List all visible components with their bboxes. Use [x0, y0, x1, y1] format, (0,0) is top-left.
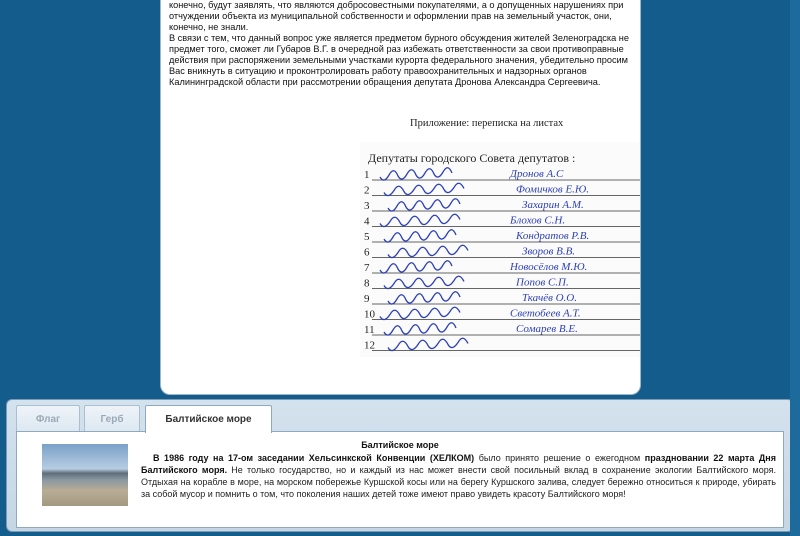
handwritten-signature	[380, 214, 460, 226]
handwritten-signature	[380, 168, 452, 180]
panel-text-part-2: Не только государство, но и каждый из нас может внести свой посильный вклад в сохранение экологии Балтийского моря. Отдыхая на корабле в море, на морском побережье Куршской косы или на берегу Куршского залива, следует бережно относиться к природе, убирать за собой мусор и помнить о том, что поколения наших детей тоже имеют право увидеть красоту Балтийского моря!	[141, 465, 776, 499]
signatory-name: Кондратов Р.В.	[516, 230, 590, 242]
signature-scan	[360, 142, 641, 357]
article-panel	[160, 0, 641, 395]
signature-row-number: 2	[364, 184, 370, 197]
signature-row-number: 3	[364, 200, 370, 212]
tab-flag[interactable]: Флаг	[16, 405, 80, 432]
signatory-name: Блохов С.Н.	[510, 214, 566, 227]
panel-text	[141, 452, 776, 500]
signatory-name: Новосёлов М.Ю.	[510, 261, 588, 273]
signature-row-number: 1	[364, 169, 370, 181]
panel-lead: В 1986 году на 17-ом заседании Хельсинкской Конвенции (ХЕЛКОМ)	[153, 453, 475, 463]
signature-row-number: 5	[364, 231, 370, 243]
signature-row-number: 12	[364, 339, 375, 352]
page-scrollbar[interactable]	[790, 0, 800, 536]
handwritten-signature	[388, 199, 460, 211]
baltic-sea-photo	[42, 444, 128, 506]
signature-row-number: 8	[364, 277, 370, 290]
handwritten-signature	[384, 230, 456, 242]
signature-row-number: 7	[364, 262, 370, 274]
signature-row-number: 6	[364, 246, 370, 259]
signatory-name: Попов С.П.	[516, 276, 569, 289]
article-paragraph-2: В связи с тем, что данный вопрос уже является предметом бурного обсуждения жителей Зеленоградска не предмет того, сможет ли Губаров В.Г. в очередной раз избежать ответственности за свои противоправные действия при распоряжении земельными участками курорта федерального значения, убедительно просим Вас вникнуть в ситуацию и проконтролировать работу правоохранительных и надзорных органов Калининградской области при рассмотрении обращения депутата Дронова Александра Сергеевича.	[169, 33, 629, 87]
handwritten-signature	[384, 276, 464, 288]
handwritten-signature	[380, 261, 452, 273]
signatory-name: Зворов В.В.	[522, 245, 576, 258]
handwritten-signature	[388, 245, 468, 257]
signature-sheet	[360, 142, 641, 357]
signatory-name: Ткачёв О.О.	[522, 292, 577, 304]
signatory-name: Фомичков Е.Ю.	[516, 183, 590, 196]
panel-text-part-1: было принято решение о ежегодном	[474, 453, 645, 463]
panel-title: Балтийское море	[361, 440, 439, 450]
tab-baltic-sea[interactable]: Балтийское море	[145, 405, 272, 433]
signatory-name: Захарин А.М.	[522, 199, 584, 211]
panel-highlight: праздновании 22 марта Дня Балтийского моря.	[141, 453, 776, 475]
handwritten-signature	[388, 338, 468, 350]
signature-row-number: 4	[364, 215, 370, 228]
signature-lines	[364, 168, 641, 352]
tab-panel	[16, 431, 784, 528]
signatory-name: Светобеев А.Т.	[510, 307, 581, 320]
handwritten-signature	[388, 292, 460, 304]
signatory-name: Дронов А.С	[510, 168, 564, 180]
signature-row-number: 9	[364, 293, 370, 305]
signature-row-number: 10	[364, 308, 375, 321]
info-widget	[6, 399, 794, 532]
handwritten-signature	[384, 323, 456, 335]
article-paragraph-1: конечно, будут заявлять, что являются добросовестными покупателями, а о допущенных нарушениях при отчуждении объекта из муниципальной собственности и оформлении прав на земельный участок, они, конечно, не знали.	[169, 0, 624, 32]
tab-coat-of-arms[interactable]: Герб	[84, 405, 140, 432]
handwritten-signature	[384, 183, 464, 195]
signatory-name: Сомарев В.Е.	[516, 323, 578, 335]
scan-heading: Депутаты городского Совета депутатов :	[368, 151, 576, 165]
signature-row-number: 11	[364, 324, 375, 336]
handwritten-signature	[380, 307, 460, 319]
attachment-note: Приложение: переписка на листах	[410, 118, 564, 129]
article-text	[169, 0, 631, 88]
